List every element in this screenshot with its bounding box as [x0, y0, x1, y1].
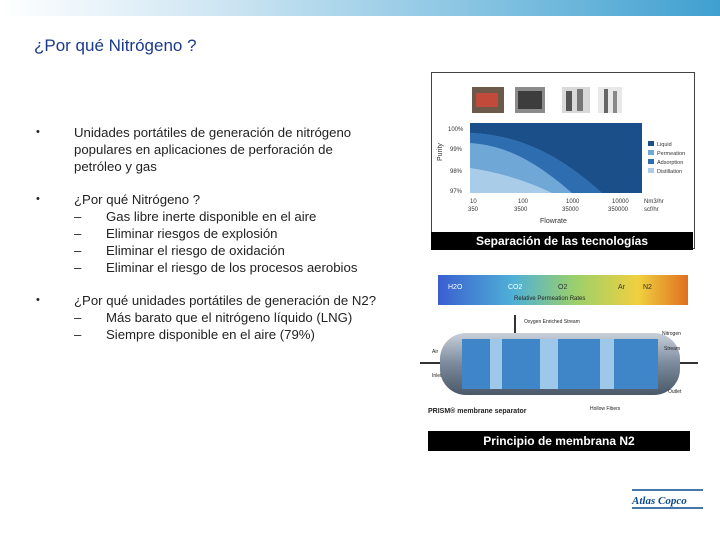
bullet-text: Unidades portátiles de generación de nitrógeno populares en aplicaciones de perforación de petróleo y gas: [74, 125, 352, 174]
caption-technology-separation: Separación de las tecnologías: [431, 232, 693, 250]
x-tick-top-1: 10: [470, 199, 477, 205]
legend-label-liquid: Liquid: [657, 142, 672, 148]
sub-bullet-item: [74, 225, 381, 242]
x-tick-bottom-3: 35000: [562, 207, 579, 213]
bullet-item: [36, 191, 381, 276]
sub-bullet-dash: –: [74, 310, 82, 325]
gas-n2: N2: [643, 284, 652, 291]
fiber-band-1: [490, 339, 502, 389]
bullet-dot: •: [36, 126, 40, 138]
photo-adsorption-tower-2: [577, 89, 583, 111]
label-nitrogen: Nitrogen: [662, 331, 681, 337]
logo-text: Atlas Copco: [632, 495, 687, 507]
legend-swatch-liquid: [648, 141, 654, 146]
technology-chart-figure: [431, 72, 695, 249]
x-unit-bottom: scf/hr: [644, 207, 659, 213]
sub-bullet-item: [74, 208, 381, 225]
x-unit-top: Nm3/hr: [644, 199, 664, 205]
sub-bullet-item: [74, 326, 381, 343]
label-oxygen-stream: Oxygen Enriched Stream: [524, 319, 580, 325]
technology-chart-svg: [432, 73, 694, 233]
x-tick-top-4: 10000: [612, 199, 629, 205]
y-tick-98: 98%: [450, 169, 463, 175]
caption-membrane-principle: Principio de membrana N2: [428, 431, 690, 451]
membrane-svg: [400, 255, 720, 430]
sub-bullet-text: Gas libre inerte disponible en el aire: [106, 209, 317, 224]
x-tick-top-2: 100: [518, 199, 529, 205]
sub-bullet-text: Eliminar el riesgo de oxidación: [106, 243, 285, 258]
legend-label-adsorption: Adsorption: [657, 160, 684, 166]
x-tick-top-3: 1000: [566, 199, 580, 205]
bullet-dot: •: [36, 193, 40, 205]
label-hollow-fibers: Hollow Fibers: [590, 406, 621, 412]
sub-bullet-dash: –: [74, 209, 82, 224]
slide-title: ¿Por qué Nitrógeno ?: [34, 36, 197, 55]
gas-o2: O2: [558, 284, 568, 291]
bullet-item: [36, 124, 381, 175]
legend-swatch-adsorption: [648, 159, 654, 164]
sub-bullet-item: [74, 242, 381, 259]
y-tick-99: 99%: [450, 147, 463, 153]
bullet-dot: •: [36, 294, 40, 306]
sub-bullet-text: Eliminar riesgos de explosión: [106, 226, 278, 241]
y-tick-100: 100%: [448, 127, 464, 133]
sub-bullet-text: Eliminar el riesgo de los procesos aerobios: [106, 260, 358, 275]
sub-bullet-dash: –: [74, 243, 82, 258]
gas-ar: Ar: [618, 284, 625, 291]
sub-bullet-dash: –: [74, 226, 82, 241]
label-inlet: Inlet: [432, 373, 442, 379]
legend-label-distillation: Distillation: [657, 169, 683, 175]
gas-co2: CO2: [508, 284, 523, 291]
bullet-text: ¿Por qué Nitrógeno ?: [74, 192, 201, 207]
sub-bullet-text: Más barato que el nitrógeno líquido (LNG): [106, 310, 353, 325]
bullet-text: ¿Por qué unidades portátiles de generación de N2?: [74, 293, 377, 308]
label-prism-separator: PRISM® membrane separator: [428, 408, 527, 415]
sub-bullet-dash: –: [74, 327, 82, 342]
bullet-item: [36, 292, 381, 343]
label-air: Air: [432, 349, 439, 355]
photo-distillation-column-2: [613, 91, 617, 113]
fiber-band-2: [540, 339, 558, 389]
sub-bullet-item: [74, 309, 381, 326]
gas-h2o: H2O: [448, 284, 463, 291]
x-tick-bottom-1: 350: [468, 207, 479, 213]
membrane-figure: [400, 255, 720, 430]
sub-bullet-item: [74, 259, 381, 276]
x-axis-title: Flowrate: [540, 218, 567, 225]
photo-distillation-column: [604, 89, 608, 113]
photo-distillation: [598, 87, 622, 113]
legend-label-permeation: Permeation: [657, 151, 686, 157]
photo-adsorption-tower: [566, 91, 572, 111]
sub-bullet-dash: –: [74, 260, 82, 275]
label-outlet: Outlet: [668, 389, 682, 395]
fiber-band-3: [600, 339, 614, 389]
x-tick-bottom-4: 350000: [608, 207, 629, 213]
photo-liquid-detail: [476, 93, 498, 107]
y-tick-97: 97%: [450, 189, 463, 195]
atlas-copco-logo: [630, 486, 705, 512]
legend-swatch-permeation: [648, 150, 654, 155]
legend-swatch-distillation: [648, 168, 654, 173]
rates-label: Relative Permeation Rates: [514, 296, 586, 302]
sub-bullet-text: Siempre disponible en el aire (79%): [106, 327, 315, 342]
photo-permeation-detail: [518, 91, 542, 109]
y-axis-title: Purity: [437, 143, 444, 161]
top-gradient-bar: [0, 0, 720, 16]
x-tick-bottom-2: 3500: [514, 207, 528, 213]
bullet-list: [36, 124, 381, 359]
label-stream: Stream: [664, 346, 681, 352]
